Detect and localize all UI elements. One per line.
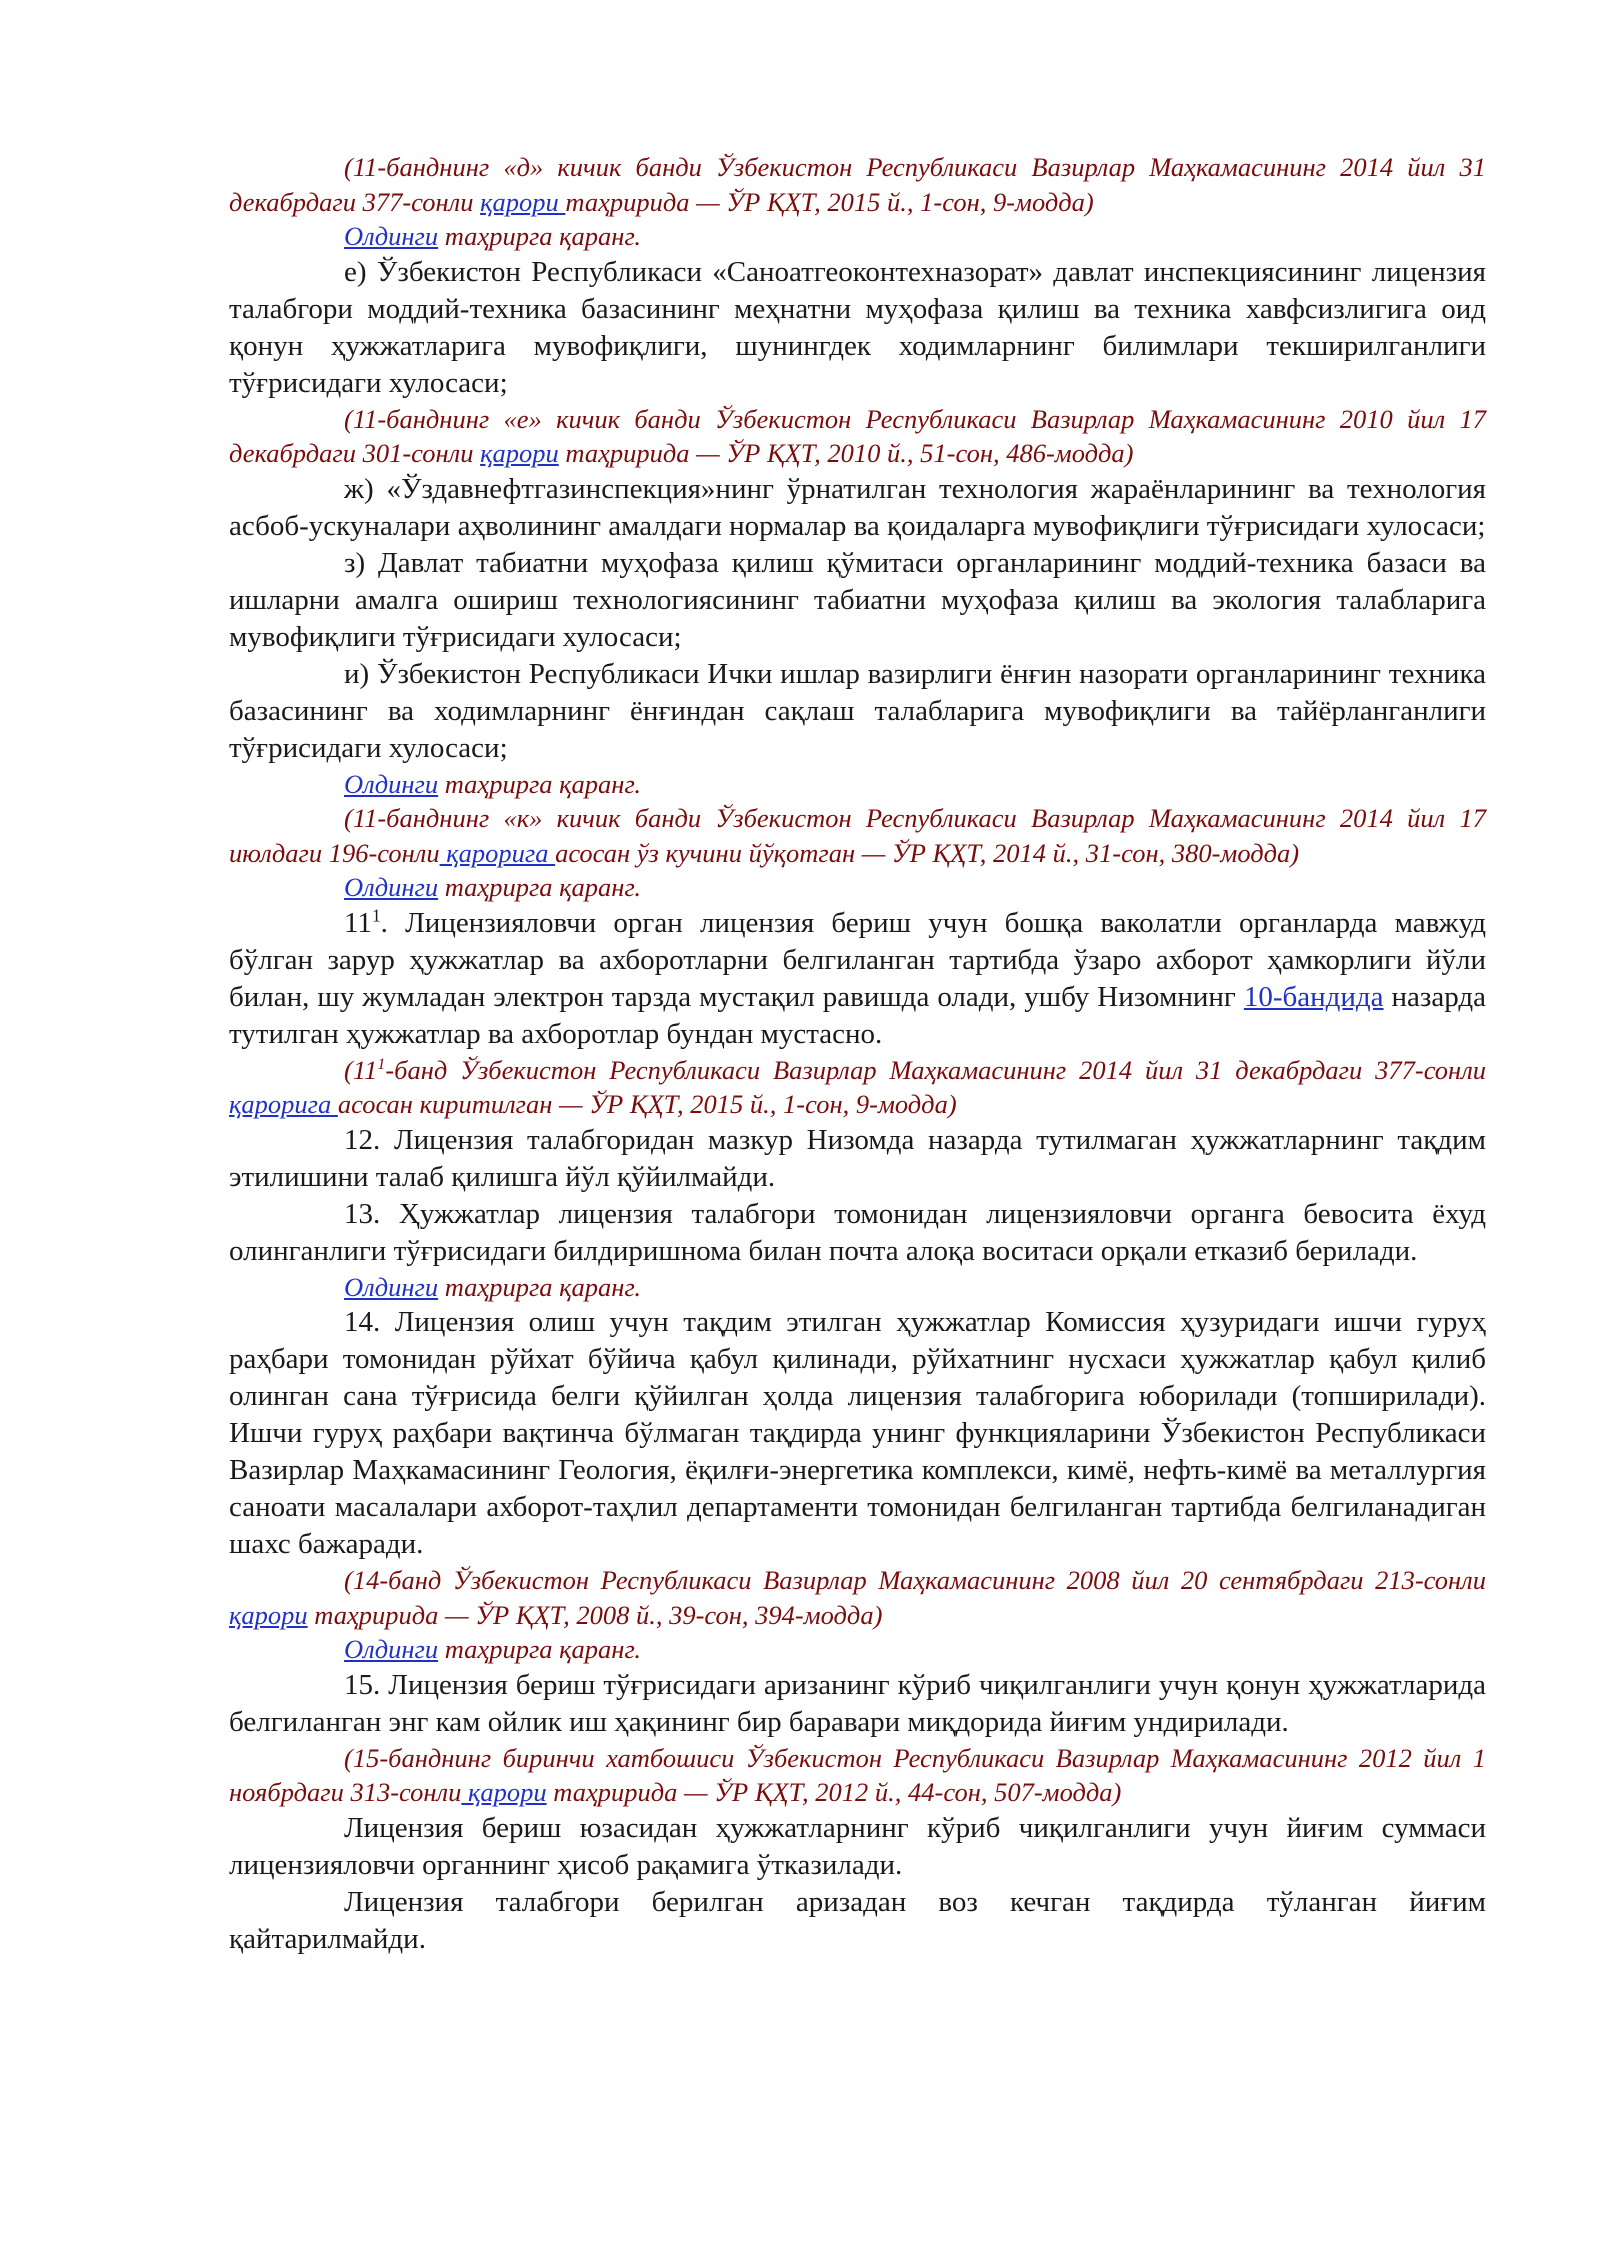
- body-paragraph: 15. Лицензия бериш тўғрисидаги аризанинг кўриб чиқилганлиги учун қонун ҳужжатларида белгиланган энг кам ойлик иш ҳақининг бир баравари миқдорида йиғим ундирилади.: [229, 1668, 1486, 1738]
- body-paragraph: 14. Лицензия олиш учун тақдим этилган ҳужжатлар Комиссия ҳузуридаги ишчи гуруҳ раҳбари томонидан рўйхат бўйича қабул қилинади, рўйхатнинг нусхаси ҳужжатлар қабул қилиб олинган сана тўғрисида белги қўйилган ҳолда лицензия талабгорига юборилади (топширилади). Ишчи гуруҳ раҳбари вақтинча бўлмаган тақдирда унинг функцияларини Ўзбекистон Республикаси Вазирлар Маҳкамасининг Геология, ёқилғи-энергетика комплекси, кимё, нефть-кимё ва металлургия саноати масалалари ахборот-таҳлил департаменти томонидан белгиланган тартибда белгиланадиган шахс бажаради.: [229, 1306, 1486, 1560]
- note-text: (11-банднинг «д» кичик банди Ўзбекистон Республикаси Вазирлар Маҳкамасининг 2014 йил 31 декабрдаги 377-сонли: [229, 152, 1486, 217]
- clause-link[interactable]: 10-бандида: [1243, 980, 1384, 1013]
- note-text: таҳририда — ЎР ҚҲТ, 2015 й., 1-сон, 9-модда): [565, 186, 1094, 217]
- body-paragraph: 13. Ҳужжатлар лицензия талабгори томонидан лицензияловчи органга бевосита ёхуд олинганлиги тўғрисидаги билдиришнома билан почта алоқа воситаси орқали етказиб берилади.: [229, 1197, 1486, 1267]
- note-text: таҳрирга қаранг.: [438, 768, 642, 799]
- note-text: (11-банднинг «к» кичик банди Ўзбекистон Республикаси Вазирлар Маҳкамасининг 2014 йил 17 июлдаги 196-сонли: [229, 803, 1486, 868]
- amendment-note: [229, 1741, 1486, 1810]
- paragraph-text: назарда тутилган ҳужжатлар ва ахборотлар бундан мустасно.: [229, 980, 1486, 1050]
- previous-edition-note: [229, 219, 1486, 254]
- body-paragraph: Лицензия бериш юзасидан ҳужжатларнинг кўриб чиқилганлиги учун йиғим суммаси лицензияловчи органнинг ҳисоб рақамига ўтказилади.: [229, 1811, 1486, 1881]
- body-paragraph: и) Ўзбекистон Республикаси Ички ишлар вазирлиги ёнғин назорати органларининг техника базасининг ва ходимларнинг ёнғиндан сақлаш талабларига мувофиқлиги ва тайёрланганлиги тўғрисидаги хулосаси;: [229, 657, 1486, 764]
- previous-edition-link[interactable]: Олдинги: [344, 872, 439, 902]
- body-paragraph: [229, 905, 1486, 1053]
- note-text: таҳририда — ЎР ҚҲТ, 2010 й., 51-сон, 486-модда): [558, 438, 1134, 468]
- body-paragraph: е) Ўзбекистон Республикаси «Саноатгеоконтехназорат» давлат инспекциясининг лицензия талабгори моддий-техника базасининг меҳнатни муҳофаза қилиш ва техника хавфсизлигига оид қонун ҳужжатларига мувофиқлиги, шунингдек ходимларнинг билимлари текширилганлиги тўғрисидаги хулосаси;: [229, 255, 1486, 399]
- document-page: [229, 150, 1486, 1958]
- note-text: таҳрирга қаранг.: [438, 221, 642, 251]
- note-text: таҳририда — ЎР ҚҲТ, 2012 й., 44-сон, 507-модда): [546, 1777, 1122, 1807]
- note-text: таҳрирга қаранг.: [438, 872, 642, 902]
- decree-link[interactable]: қарори: [480, 186, 566, 217]
- previous-edition-link[interactable]: Олдинги: [344, 1634, 439, 1664]
- body-paragraph: Лицензия талабгори берилган аризадан воз кечган тақдирда тўланган йиғим қайтарилмайди.: [229, 1885, 1486, 1955]
- decree-link[interactable]: қарори: [461, 1777, 547, 1807]
- note-text: -банд Ўзбекистон Республикаси Вазирлар Маҳкамасининг 2014 йил 31 декабрдаги 377-сонли: [385, 1054, 1486, 1085]
- decree-link[interactable]: қарори: [229, 1599, 308, 1630]
- decree-link[interactable]: қарорига: [229, 1089, 338, 1119]
- body-paragraph: ж) «Ўздавнефтгазинспекция»нинг ўрнатилган технология жараёнларининг ва технология асбоб-ускуналари аҳволининг амалдаги нормалар ва қоидаларга мувофиқлиги тўғрисидаги хулосаси;: [229, 472, 1486, 542]
- decree-link[interactable]: қарорига: [439, 837, 556, 868]
- note-number: (11: [344, 1054, 378, 1085]
- amendment-note: [229, 801, 1486, 870]
- previous-edition-note: [229, 767, 1486, 802]
- body-paragraph: 12. Лицензия талабгоридан мазкур Низомда назарда тутилмаган ҳужжатларнинг тақдим этилишини талаб қилишга йўл қўйилмайди.: [229, 1123, 1486, 1193]
- previous-edition-link[interactable]: Олдинги: [344, 221, 439, 251]
- note-text: таҳрирга қаранг.: [438, 1271, 642, 1302]
- amendment-note: [229, 150, 1486, 219]
- note-text: асосан киритилган — ЎР ҚҲТ, 2015 й., 1-сон, 9-модда): [337, 1089, 957, 1119]
- note-superscript: 1: [377, 1055, 386, 1073]
- paragraph-number: 11: [344, 906, 372, 939]
- note-text: таҳрирга қаранг.: [438, 1634, 642, 1664]
- note-text: (14-банд Ўзбекистон Республикаси Вазирлар Маҳкамасининг 2008 йил 20 сентябрдаги 213-сонли: [344, 1565, 1486, 1595]
- decree-link[interactable]: қарори: [480, 438, 559, 468]
- previous-edition-note: [229, 1632, 1486, 1667]
- previous-edition-link[interactable]: Олдинги: [344, 768, 439, 799]
- note-text: (15-банднинг биринчи хатбошиси Ўзбекистон Республикаси Вазирлар Маҳкамасининг 2012 йил 1 ноябрдаги 313-сонли: [229, 1742, 1486, 1807]
- note-text: таҳририда — ЎР ҚҲТ, 2008 й., 39-сон, 394-модда): [307, 1599, 883, 1630]
- body-paragraph: з) Давлат табиатни муҳофаза қилиш қўмитаси органларининг моддий-техника базаси ва ишларни амалга ошириш технологиясининг табиатни муҳофаза қилиш ва экология талабларига мувофиқлиги тўғрисидаги хулосаси;: [229, 546, 1486, 653]
- amendment-note: [229, 1053, 1486, 1122]
- note-text: асосан ўз кучини йўқотган — ЎР ҚҲТ, 2014 й., 31-сон, 380-модда): [555, 837, 1300, 868]
- previous-edition-link[interactable]: Олдинги: [344, 1271, 439, 1302]
- previous-edition-note: [229, 870, 1486, 905]
- paragraph-superscript: 1: [371, 904, 381, 925]
- previous-edition-note: [229, 1270, 1486, 1305]
- amendment-note: [229, 1563, 1486, 1632]
- amendment-note: [229, 402, 1486, 471]
- note-text: (11-банднинг «е» кичик банди Ўзбекистон Республикаси Вазирлар Маҳкамасининг 2010 йил 17 декабрдаги 301-сонли: [229, 403, 1486, 468]
- paragraph-text: . Лицензияловчи орган лицензия бериш учун бошқа ваколатли органларда мавжуд бўлган зарур ҳужжатлар ва ахборотларни белгиланган тартибда ўзаро ахборот ҳамкорлиги йўли билан, шу жумладан электрон тарзда мустақил равишда олади, ушбу Низомнинг: [229, 906, 1486, 1013]
